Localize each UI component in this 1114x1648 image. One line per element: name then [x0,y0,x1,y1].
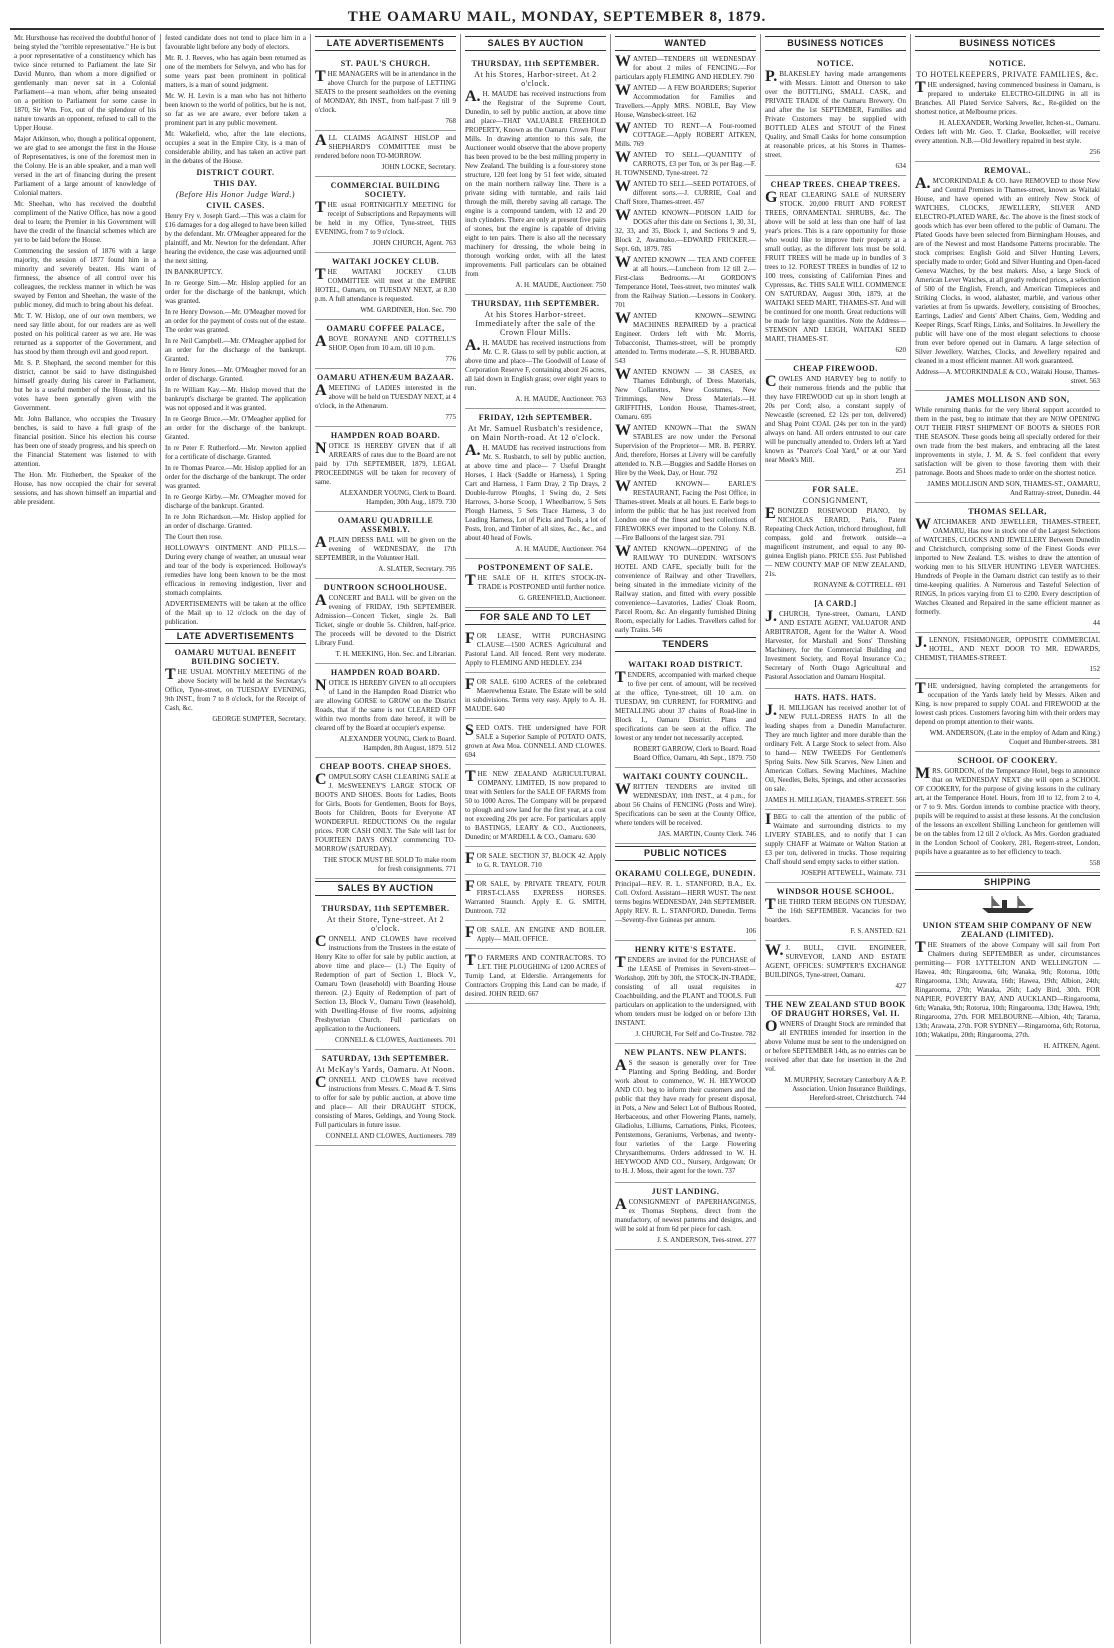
court-subtitle: THIS DAY. [213,179,258,188]
business-signature: F. S. ANSTED. 621 [850,927,906,935]
business-body: IBEG to call the attention of the public of Waimate and surrounding districts to my LIVERY STABLES, and to notify that I can supply CHAFF at Waimate or Walton Station at £3 per ton, delivered in trucks. Those requiring Chaff should send empty sacks to either station. [765,811,906,866]
ad-signature: WM. GARDINER, Hon. Sec. 790 [360,306,456,314]
business-signature: 634 [895,162,906,170]
auction-date: THURSDAY, 11th SEPTEMBER. [471,59,600,68]
court-title: DISTRICT COURT. [196,168,275,177]
postponement-ad [465,559,606,608]
late-advertisement [315,579,456,664]
wanted-ad: WANTED KNOWN—That the SWAN STABLES are now under the Personal Supervision of the Proprietor— MR. B. PERRY. And, therefore, Horses at Livery will be carefully attended to. N.B.—Buggies and Saddle Horses on Hire by the Week, Day, or Hour. 792 [615,422,756,477]
business-heading: WINDSOR HOUSE SCHOOL. [776,887,895,896]
auction-date: SATURDAY, 13th SEPTEMBER. [321,1054,450,1063]
auction-body: CONNELL AND CLOWES have received instructions from the Trustees in the estate of Henry Kite to offer for sale by public auction, at above time and place— (1.) The Equity of Redemption of part of Section 1, Block V., Oamaru Town (leasehold) with Boarding House thereon. (2.) Equity of Redemption of part of Section 13, Block V., Oamaru Town (leasehold), with Dwelling-House of five rooms, adjoining Presbyterian Church. Full particulars on application to the Auctioneers. [315,933,456,1033]
court-civil: CIVIL CASES. [206,201,265,210]
auction-place: At Mr. Samuel Rusbatch's residence, on Main North-road. At 12 o'clock. [467,424,604,442]
business-signature: RONAYNE & COTTRELL. 691 [813,581,906,589]
wanted-ad: WANTED TO SELL—SEED POTATOES, of different sorts.—J. CURRIE, Coal and Chaff Store, Thames-street. 457 [615,178,756,206]
section-band-tenders: TENDERS [615,637,756,652]
newspaper-page [10,6,1104,1644]
late-advertisement [315,758,456,879]
postponement-body: THE SALE OF H. KITE'S STOCK-IN-TRADE is POSTPONED until further notice. [465,572,606,591]
section-band-auction-2: SALES BY AUCTION [315,881,456,896]
shipping-heading: UNION STEAM SHIP COMPANY OF NEW ZEALAND (LIMITED). [922,921,1093,939]
auction-signature: A. H. MAUDE, Auctioneer. 750 [515,281,606,289]
wanted-ad: WANTED — A FEW BOARDERS; Superior Accommodation for Families and Travellers.—Apply MRS. NOBLE, Bay View House, Wansbeck-street. 162 [615,82,756,119]
court-report-paragraph: In re William Kay.—Mr. Hislop moved that the bankrupt's discharge be granted. The application was not opposed and it was granted. [165,386,306,412]
business-heading: HATS. HATS. HATS. [794,693,877,702]
ad-body: THE WAITAKI JOCKEY CLUB COMMITTEE will meet at the EMPIRE HOTEL, Oamaru, on TUESDAY NEXT, at 8.30 p.m. A full attendance is requested. [315,266,456,303]
business-heading: THOMAS SELLAR, [968,507,1047,516]
ad-body: NOTICE IS HEREBY GIVEN to all occupiers of Land in the Hampden Road District who are allowing GORSE to GROW on the District Roads, that if the same is not CLEARED OFF within two months from date hereof, it will be cleared off by the Board at occupier's expense. [315,677,456,732]
postponement-heading: POSTPONEMENT OF SALE. [477,563,594,572]
business-body: P.BLAKESLEY having made arrangements with Messrs. Lintott and Otterson to take over the BOTTLING, SMALL CASK, and PRIVATE TRADE of the Oamaru Brewery. On and after the 1st SEPTEMBER, Families and Private Customers may be supplied with BOTTLED ALES and STOUT of the Finest Quality, and Small Casks for home consumption at reasonable prices, at his Stores in Thames-street. [765,68,906,159]
business-ad-removal [915,162,1100,391]
business-signature: 152 [1089,665,1100,673]
late-advertisement [315,253,456,320]
section-band-wanted: WANTED [615,36,756,51]
business-body: J.LENNON, FISHMONGER, OPPOSITE COMMERCIAL HOTEL, AND NEXT DOOR TO MR. EDWARDS, CHEMIST, THAMES-STREET. [915,634,1100,662]
late-advertisement [315,512,456,579]
business-heading: SCHOOL OF COOKERY. [957,756,1058,765]
business-heading: CHEAP FIREWOOD. [793,364,878,373]
business-body: J.CHURCH, Tyne-street, Oamaru, LAND AND ESTATE AGENT, VALUATOR AND ARBITRATOR, Agent for the Walter A. Wood Harvester, for Marshall and Sons' Threshing Machinery, for the Commercial Building and Investment Society, and Royal Insurance Co.; Secretary of North Otago Agricultural and Pastoral Association and Oamaru Hospital. [765,608,906,681]
business-ad-coal [915,679,1100,752]
notice-ad-paperhangings [615,1183,756,1250]
wanted-ad: WANTED KNOWN— EARLE'S RESTAURANT, Facing the Post Office, in Thames-street. Meals at all hours. E. Earle begs to inform the public that he has just received from London one of the finest and best collections of FIREWORKS ever imported to the Colony. N.B.—Fire Balloons of the largest size. 791 [615,478,756,542]
sale-ad: FOR SALE. SECTION 37, BLOCK 42. Apply to G. R. TAYLOR. 710 [465,849,606,875]
section-band-shipping: SHIPPING [915,875,1100,890]
business-signature: 427 [895,982,906,990]
news-paragraph: Mr. Wakefield, who, after the late elections, occupies a seat in the Empire City, is a man of considerable ability, and has taken an active part in the debates of the House. [165,130,306,165]
business-ad-sellar [915,503,1100,633]
shipping-signature: H. AITKEN, Agent. [1043,1042,1100,1050]
court-report-paragraph: In re Peter F. Rutherford.—Mr. Newton applied for a certificate of discharge. Granted. [165,444,306,461]
court-report-paragraph: In re Thomas Pearce.—Mr. Hislop applied for an order for the discharge of the bankrupt. The order was granted. [165,464,306,490]
tender-signature: JAS. MARTIN, County Clerk. 746 [658,830,756,838]
ad-heading: WAITAKI JOCKEY CLUB. [331,257,440,266]
late-advertisement [315,664,456,758]
auction-date: THURSDAY, 11th SEPTEMBER. [321,904,450,913]
adv-signature: GEORGE SUMPTER, Secretary. [212,715,306,723]
ad-body: ALL CLAIMS AGAINST HISLOP and SHEPHARD'S COMMITTEE must be rendered before noon TO-MORROW. [315,132,456,160]
court-report-paragraph: In re Henry Dowson.—Mr. O'Meagher moved for an order for the payment of costs out of the estate. The order was granted. [165,308,306,334]
business-heading: REMOVAL. [984,166,1031,175]
ad-heading: DUNTROON SCHOOLHOUSE. [323,583,448,592]
business-heading: JAMES MOLLISON AND SON, [945,395,1070,404]
business-signature: 558 [1089,859,1100,867]
tender-signature: ROBERT GARROW, Clerk to Board. Road Board Office, Oamaru, 4th Sept., 1879. 750 [633,745,756,762]
ad-body: APLAIN DRESS BALL will be given on the evening of WEDNESDAY, the 17th SEPTEMBER, in the Volunteer Hall. [315,534,456,562]
wanted-ad: WANTED KNOWN—SEWING MACHINES REPAIRED by a practical Engineer. Orders left with Mr. Morris, Tobacconist, Thames-street, will be promptly attended to. Terms moderate.—S. R. HUBBARD. 543 [615,310,756,365]
notice-signature: J. CHURCH, For Self and Co-Trustee. 782 [635,1030,756,1038]
column-late-ads [310,34,460,1644]
auction-date: THURSDAY, 11th SEPTEMBER. [471,299,600,308]
adv-body: THE USUAL MONTHLY MEETING of the above Society will be held at the Secretary's Office, Tyne-street, on TUESDAY EVENING, 9th INST., from 7 to 8 o'clock, for the Receipt of Cash, &c. [165,666,306,712]
shipping-body: THE Steamers of the above Company will sail from Port Chalmers during SEPTEMBER as under, circumstances permitting— FOR LYTTELTON AND WELLINGTON — Hawea, 4th; Ringarooma, 6th; Wanaka, 9th; Rotorua, 10th; Ringarooma, 13th; Arawata, 16th; Hawea, 19th; Albion, 24th; Ringarooma, 27th; Wanaka, 26th; Lady Bird, 30th. FOR NAPIER, POVERTY BAY, AND AUCKLAND—Ringarooma, 6th; Wanaka, 9th; Rotorua, 10th; Ringarooma, 13th; Hawea, 19th; Ringarooma, 27th. FOR MELBOURNE—Albion, 4th; Tararua, 13th; Arawata, 27th. FOR SYDNEY—Ringarooma, 6th; Rotorua, 10th; Wakatipu, 20th; Ringarooma, 27th. [915,939,1100,1039]
section-band-business-2: BUSINESS NOTICES [915,36,1100,51]
auction-ad-saturday [315,1050,456,1146]
ad-heading: OAMARU QUADRILLE ASSEMBLY. [337,516,434,534]
auction-ad [315,900,456,1050]
business-heading: THE NEW ZEALAND STUD BOOK OF DRAUGHT HORSES, Vol. II. [765,1000,906,1018]
business-ad-cookery [915,752,1100,873]
sale-ad: FOR SALE, by PRIVATE TREATY, FOUR FIRST-CLASS EXPRESS HORSES. Warranted Staunch. Apply E. G. SMITH, Duntroon. 732 [465,877,606,921]
late-advertisement [315,177,456,253]
section-band-late-ads-2: LATE ADVERTISEMENTS [165,629,306,644]
tender-body: TENDERS, accompanied with marked cheque to five per cent. of amount, will be received at the office, Tyne-street, till 10 a.m. on TUESDAY, 9th CURRENT, for FORMING and METALLING about 37 chains of Road-line in Block I., Oamaru District. Plans and specifications can be seen at the office. The lowest or any tender not necessarily accepted. [615,669,756,742]
business-heading: NOTICE. [816,59,855,68]
business-heading: NOTICE. [988,59,1027,68]
wanted-ad: WANTED TO RENT—A Four-roomed COTTAGE.—Apply ROBERT AITKEN, Mills. 769 [615,120,756,148]
court-report-paragraph: HOLLOWAY'S OINTMENT AND PILLS.—During every change of weather, an unusual wear and tear of the body is experienced. Holloway's remedies have long been known to be the most efficacious in removing indigestion, liver and stomach complaints. [165,544,306,597]
column-news [160,34,310,1644]
ad-signature: A. SLATER, Secretary. 795 [378,565,456,573]
business-ad-school [765,883,906,941]
business-signature: H. ALEXANDER, Working Jeweller, Itchen-st., Oamaru. [939,119,1100,127]
editorial-paragraph: Mr. John Ballance, who occupies the Treasury benches, is said to have a full grasp of the financial position. Since his election his course has been one of steady progress, and his speech on the Financial Statement was listened to with attention. [14,415,156,468]
steamship-icon [978,894,1038,914]
court-report-paragraph: In re George Kirby.—Mr. O'Meagher moved for discharge of the bankrupt. Granted. [165,493,306,510]
auction-place: At their Store, Tyne-street. At 2 o'clock. [326,915,445,933]
editorial-paragraph: The Hon. Mr. Fitzherbert, the Speaker of the House, has now occupied the chair for several sessions, and has shown himself an impartial and able president. [14,471,156,506]
business-signature: 251 [895,467,906,475]
ad-heading: OAMARU ATHENÆUM BAZAAR. [317,373,454,382]
ad-heading: CHEAP BOOTS. CHEAP SHOES. [319,762,452,771]
column-editorial [10,34,160,1644]
ad-signature: JOHN CHURCH, Agent. 763 [372,239,456,247]
court-report-paragraph: In re John Richardson.—Mr. Hislop applied for an order of discharge. Granted. [165,513,306,530]
business-signature: JAMES MOLLISON AND SON, THAMES-ST., OAMARU, And Rattray-street, Dunedin. 44 [927,480,1100,497]
court-report-paragraph: IN BANKRUPTCY. [165,268,223,276]
court-report-paragraph: ADVERTISEMENTS will be taken at the office of the Mail up to 12 o'clock on the day of publication. [165,600,306,626]
ad-heading: OAMARU COFFEE PALACE, [326,324,445,333]
column-wanted [610,34,760,1644]
wanted-ad: WANTED KNOWN — TEA AND COFFEE at all hours.—Luncheon from 12 till 2.—First-class Bedrooms.—At GORDON'S Temperance Hotel, Tees-street, two minutes' walk from the Railway Station.—Lessons in Cookery. 701 [615,254,756,309]
tender-heading: WAITAKI ROAD DISTRICT. [628,660,743,669]
auction-place: At McKay's Yards, Oamaru. At Noon. [316,1065,455,1074]
notice-body: ACONSIGNMENT of PAPERHANGINGS, ex Thomas Stephens, direct from the manufactory, of newest patterns and designs, and will be sold at from 6d per piece for cash. [615,1196,756,1233]
auction-signature: CONNELL & CLOWES, Auctioneers. 701 [334,1036,456,1044]
auction-body: CONNELL AND CLOWES have received instructions from Messrs. C. Mead & T. Sims to offer for sale by public auction, at above time and place— All their DRAUGHT STOCK, consisting of Mares, Geldings, and Young Stock. Full particulars in future issue. [315,1074,456,1129]
auction-signature: A. H. MAUDE, Auctioneer. 764 [515,545,606,553]
ad-body: NOTICE IS HEREBY GIVEN that if all ARREARS of rates due to the Board are not paid by 17th SEPTEMBER, 1879, LEGAL PROCEEDINGS will be taken for recovery of same. [315,440,456,486]
section-band-business: BUSINESS NOTICES [765,36,906,51]
court-report-paragraph: In re George Sim.—Mr. Hislop applied for an order for the discharge of the bankrupt, which was granted. [165,279,306,305]
business-body: THE undersigned, having commenced business in Oamaru, is prepared to undertake ELECTRO-GILDING in all its Branches. All Plated Service Salvers, &c., Re-gilded on the shortest notice, at Melbourne prices. [915,79,1100,116]
notice-heading: HENRY KITE'S ESTATE. [634,945,737,954]
ad-heading: HAMPDEN ROAD BOARD. [330,431,441,440]
business-ad-piano [765,481,906,595]
editorial-paragraph: Mr. Hursthouse has received the doubtful honor of being styled the "terrible representative." He is but a poor representative of a constituency which has twice since returned to Parliament the late Sir David Munro, than whom a more dignified or gentlemanly man never sat in a Colonial Parliament—a man whom, after being unseated on a petition to Parliament for some cause in 1870, Sir Wm. Fox, out of the splendour of his nature towards an opponent, refused to call to the Upper House. [14,34,156,132]
sale-ad: FOR SALE. 6100 ACRES of the celebrated Maerewhenua Estate. The Estate will be sold in subdivisions. Terms very easy. Apply to A. H. MAUDE. 640 [465,675,606,719]
section-band-auction: SALES BY AUCTION [465,36,606,51]
ad-signature: T. H. MEEKING, Hon. Sec. and Librarian. [335,650,456,658]
news-paragraph: Mr. R. J. Reeves, who has again been returned as one of the members for Selwyn, and who has for some years past been prominent in political matters, is a man of sound judgment. [165,54,306,89]
ad-signature: 775 [445,413,456,421]
sale-ad: FOR LEASE, WITH PURCHASING CLAUSE—1500 ACRES Agricultural and Pastoral Land. All fenced. Rent very moderate. Apply to FLEMING AND HEDLEY. 234 [465,629,606,673]
wanted-ad: WANTED KNOWN — 38 CASES, ex Thames Edinburgh, of Dress Materials, New Collarettes, New Costumes, New Trimmings, New Dress Materials.—H. GRIFFITHS, London House, Thames-street, Oamaru. 695 [615,366,756,421]
business-ad-church [765,595,906,689]
business-ad-hats [765,689,906,810]
adv-heading: OAMARU MUTUAL BENEFIT BUILDING SOCIETY. [174,648,297,666]
business-body: W.J. BULL, CIVIL ENGINEER, SURVEYOR, LAND AND ESTATE AGENT, OFFICES: SUMPTER'S EXCHANGE BUILDINGS, Tyne-street, Oamaru. [765,942,906,979]
business-body: A.M'CORKINDALE & CO. have REMOVED to those New and Central Premises in Thames-street, known as Waitaki House, and have opened with an entirely New Stock of WATCHES, CLOCKS, JEWELLERY, SILVER AND ELECTRO-PLATED WARE, &c. The above is the finest stock of goods which has ever been offered to the public of Oamaru. The Plated Goods have been selected from Birmingham Houses, and are of the Newest and most Handsome Patterns procurable. The stock comprises: English Gold and Silver Hunting Levers, specially made to order; Gold and Silver Hunting and Open-faced Geneva Watches, by the best makers. Also, a large Stock of American Lever Watches, at all greatly reduced prices, a selection of 500 of the English, French, and American Timepieces and Striking Clocks, in wood, alabaster, marble, and various other varieties at from 5s upwards. Jewellery, consisting of Brooches, Earrings, Ladies' and Gents' Albert Chains, Gem, Wedding and Keeper Rings, Scarf Rings, Links, and Solitaires. In Jewellery the public will have one of the most elegant selections to choose from ever before opened out in Oamaru. A large selection of Silver Jewellery. Watches, Clocks, and Jewellery repaired and cleaned in a most efficient manner. All work guaranteed. [915,175,1100,365]
business-ad-mollison [915,391,1100,503]
notice-signature: J. S. ANDERSON, Tees-street. 277 [657,1236,756,1244]
ad-signature: JOHN LOCKE, Secretary. [381,163,456,171]
late-advertisement [315,369,456,427]
court-report-paragraph: In re George Bruce.—Mr. O'Meagher applied for an order for the discharge of the bankrupt. Granted. [165,415,306,441]
business-body: WATCHMAKER AND JEWELLER, THAMES-STREET, OAMARU, Has now in stock one of the Largest Selections of WATCHES, CLOCKS AND JEWELLERY Between Dunedin and Christchurch, comprising some of the Finest Goods ever imported to New Zealand. T.S. wishes to draw the attention of working men to his SILVER HUNTING LEVER WATCHES. Hundreds of People in the Oamaru district can testify as to their time-keeping qualities. A Numerous and Tasteful Selection of RINGS, In prices varying from £1 to £200. Every description of Watches Cleaned and Repaired in the same efficient manner as formerly. [915,516,1100,616]
ad-signature: ALEXANDER YOUNG, Clerk to Board. Hampden, 30th Aug., 1879. 730 [339,489,456,506]
business-body: THE undersigned, having completed the arrangements for occupation of the Yards lately held by Messrs. Aiken and King, is now prepared to supply COAL and FIREWOOD at the lowest cash prices. Customers favoring him with their orders may depend on prompt attention to their wants. [915,680,1100,726]
business-body: OWNERS of Draught Stock are reminded that all ENTRIES intended for insertion in the above Volume must be sent to the undersigned on or before SEPTEMBER 14th, as no entries can be received after that date for insertion in the 2nd vol. [765,1018,906,1073]
notice-signature: 106 [745,927,756,935]
ad-heading: COMMERCIAL BUILDING SOCIETY. [330,181,441,199]
editorial-paragraph: Commencing the session of 1876 with a large majority, the session of 1877 found him in a minority and severely beaten. His want of firmness, the absence of all control over his colleagues, the reckless manner in which he was swayed by Fenton and Sheehan, the waste of the public money, did much to bring about his defeat. [14,247,156,309]
ad-body: AMEETING of LADIES interested in the above will be held on TUESDAY NEXT, at 4 o'clock, in the Athenæum. [315,382,456,410]
notice-ad-college [615,865,756,941]
ad-body: THE MANAGERS will be in attendance in the above Church for the purpose of LETTING SEATS to the present seatholders on the evening of MONDAY, 8th INST., from half-past 7 till 9 o'clock. [315,68,456,114]
auction-body: A.H. MAUDE has received instructions from Mr. C. R. Glass to sell by public auction, at above time and place—The Goodwill of Lease of Corporation Reserve F, containing about 26 acres, all laid down in English grass; over eight years to run. [465,337,606,392]
ad-signature: 768 [445,117,456,125]
business-ad-trees [765,176,906,360]
business-subheading: TO HOTELKEEPERS, PRIVATE FAMILIES, &c. [916,70,1099,79]
tender-body: WRITTEN TENDERS are invited till WEDNESDAY, 10th INST., at 4 p.m., for about 56 Chains of FENCING (Posts and Wire). Specifications can be seen at the County Office, where tenders will be received. [615,781,756,827]
court-report-paragraph: The Court then rose. [165,533,223,541]
business-body: GREAT CLEARING SALE of NURSERY STOCK. 20,000 FRUIT AND FOREST TREES, ORNAMENTAL SHRUBS, &c. The above will be sold at less than one half of last year's prices. This is a rare opportunity for those who would like to improve their property at a small outlay, as the different lots must be sold. FRUIT TREES will be made up in bundles of 3 trees to 12. FOREST TREES in bundles of 12 to 100 trees, consisting of Californian Pines and Cypressus, &c. THIS SALE WILL COMMENCE ON SATURDAY, August 30th, 1879, at the WAITAKI SEED MART, THAMES-ST. And will be continued for one month. Great reductions will be made for large quantities. Note the Address— STEMSON AND LEIGH, WAITAKI SEED MART, THAMES-ST. [765,189,906,343]
business-signature: 256 [1089,148,1100,156]
business-signature: M. MURPHY, Secretary Canterbury A & P. Association. Union Insurance Buildings, Hereford-street, Christchurch. 744 [784,1076,906,1102]
ad-body: COMPULSORY CASH CLEARING SALE at J. McSWEENEY'S LARGE STOCK OF BOOTS AND SHOES. Boots for Ladies, Boots for Girls, Boots for Gentlemen, Boots for Boys, Boots for Children, Boots for Everyone AT WONDERFUL REDUCTIONS On the regular prices. FOR CASH ONLY. The Sale will last for FOURTEEN DAYS ONLY commencing TO-MORROW (SATURDAY). [315,771,456,853]
auction-body: A.H. MAUDE has received instructions from Mr. S. Rusbatch, to sell by public auction, at above time and place— 7 Useful Draught Horses, 1 Hack (Saddle or Harness), 1 Spring Cart and Harness, 1 Farm Dray, 2 Tip Drays, 2 Double-furrow Ploughs, 1 Swing do, 2 Sets Harrows, 3-horse Scoop, 1 Wheelbarrow, 5 Sets Plough Harness, 5 Sets Trace Harness, 3 do Leading Harness, Lot of Picks and Tools, a lot of Posts, Iron, and Timber of all sizes, &c., &c., and about 40 head of Fowls. [465,442,606,542]
business-ad-studbook [765,996,906,1108]
section-band-for-sale: FOR SALE AND TO LET [465,610,606,625]
auction-place: At his Stores, Harbor-street. At 2 o'clock. [474,70,597,88]
auction-signature: CONNELL AND CLOWES, Auctioneers. 789 [325,1132,456,1140]
business-ad-engineer [765,941,906,996]
ad-body: THE usual FORTNIGHTLY MEETING for receipt of Subscriptions and Repayments will be held in my Office, Tyne-street, THIS EVENING, from 7 to 9 o'clock. [315,199,456,236]
business-body: While returning thanks for the very liberal support accorded to them in the past, beg to intimate that they are NOW OPENING OUT THEIR FIRST SHIPMENT OF BOOTS & SHOES FOR THE SEASON. These goods being all specially ordered for their own trade from the best makers, and embracing all the latest improvements in style, J. M. & S. feel confident that every satisfaction will be given to those favoring them with their patronage. Boots and Shoes made to order on the shortest notice. [915,406,1100,477]
business-heading: [A CARD.] [814,599,857,608]
late-advertisement [315,55,456,131]
business-signature: Address—A. M'CORKINDALE & CO., Waitaki House, Thames-street. 563 [915,368,1100,385]
business-ad-gilding [915,55,1100,162]
ad-signature: ALEXANDER YOUNG, Clerk to Board. Hampden, 8th August, 1879. 512 [339,735,456,752]
notice-body: TENDERS are invited for the PURCHASE of the LEASE of Premises in Severn-street—Workshop, 20ft by 30ft, the STOCK-IN-TRADE, consisting of all usual requisites in Coachbuilding, and the PLANT and TOOLS. Full particulars on application to the undersigned, with whom tenders must be lodged on or before 13th INSTANT. [615,954,756,1027]
notice-heading: NEW PLANTS. NEW PLANTS. [624,1048,747,1057]
late-advertisement [315,427,456,512]
wanted-ad: WANTED KNOWN—POISON LAID for DOGS after this date on Sections 1, 30, 31, 32, 33, and 35, Block 1, and Sections 9 and 9, Block 2, Awamoko.—EDWARD FRICKER.—Sept. 6th, 1879. 785 [615,207,756,253]
late-advertisement [315,131,456,177]
auction-date: FRIDAY, 12th SEPTEMBER. [478,413,593,422]
business-signature: JOSEPH ATTEWELL, Waimate. 731 [801,869,906,877]
editorial-paragraph: Mr. T. W. Hislop, one of our own members, we need say little about, for our readers are as well posted on his political career as we are. He was returned as a supporter of the Government, and has stood by them through evil and good report. [14,312,156,356]
business-signature: WM. ANDERSON, (Late in the employ of Adam and King.) Coquet and Humber-streets. 381 [929,729,1100,746]
masthead: THE OAMARU MAIL, MONDAY, SEPTEMBER 8, 1879. [10,6,1104,30]
business-body: MRS. GORDON, of the Temperance Hotel, begs to announce that on WEDNESDAY NEXT she will open a SCHOOL OF COOKERY, for the purpose of giving lessons in the culinary art, at the Temperance Hotel. Hours, from 10 to 12, from 2 to 4, or 7 to 9. Mrs. Gordon intends to combine practice with theory, pupils will be required to assist at these lessons. At the conclusion of the lessons an excellent Shilling Luncheon for gentlemen will be on the tables from 12 till 2 o'clock. As Mrs. Gordon graduated in the London School of Cookery, 281, Regent-street, London, pupils have a guarantee as to her efficiency to teach. [915,765,1100,856]
auction-ad-horses [465,409,606,559]
editorial-paragraph: Mr. Sheehan, who has received the doubtful compliment of the Native Office, has now a good deal to learn; the Premier in his Government will have the credit of the financial schemes which are yet to be laid before the House. [14,200,156,244]
column-business-2 [910,34,1104,1644]
notice-heading: OKARAMU COLLEGE, DUNEDIN. [615,869,756,878]
court-report-paragraph: In re Henry Jones.—Mr. O'Meagher moved for an order of discharge. Granted. [165,366,306,383]
sale-ad: TO FARMERS AND CONTRACTORS. TO LET. THE PLOUGHING of 1200 ACRES of Turnip Land, at Elderslie. Arrangements for Contractors Cropping this Land can be made, if desired. JOHN REID. 667 [465,951,606,1004]
business-signature: 44 [1093,619,1100,627]
auction-body: A.H. MAUDE has received instructions from the Registrar of the Supreme Court, Dunedin, to sell by public auction, at above time and place—THAT VALUABLE FREEHOLD PROPERTY, Known as the Oamaru Crown Flour Mills. In drawing attention to this sale, the Auctioneer would observe that the above property has been proved to be the best milling property in New Zealand. The building is a four-storey stone structure, 120 feet long by 51 feet wide, situated on the main northern railway line. There is a private siding with turntable, and rails laid through the mill, thereby saving all cartage. The engine is a compound tandem, with 12 and 20 inch cylinders. There are only at present five pairs of stones, but the engine is capable of driving eight to ten pairs. There is also all the necessary machinery for dressing, the whole being in thorough working order, with all the latest improvements. Full particulars can be obtained from [465,88,606,278]
ad-heading: HAMPDEN ROAD BOARD. [330,668,441,677]
wanted-ad: WANTED—TENDERS till WEDNESDAY for about 2 miles of FENCING.—For particulars apply FLEMING AND HEDLEY. 790 [615,53,756,81]
late-advertisement [315,320,456,369]
business-ad-firewood [765,360,906,481]
notice-ad-plants [615,1044,756,1183]
tender-ad-road [615,656,756,768]
sale-ad: SEED OATS. THE undersigned have FOR SALE a Superior Sample of POTATO OATS, grown at Awa Moa. CONNELL AND CLOWES. 694 [465,721,606,765]
sale-ad: FOR SALE. AN ENGINE AND BOILER. Apply— MAIL OFFICE. [465,923,606,949]
ad-heading: ST. PAUL'S CHURCH. [340,59,431,68]
column-business-1 [760,34,910,1644]
news-paragraph: Mr. W. H. Levin is a man who has not hitherto been known to the world of politics, but he is not, so far as we are aware, ever before taken a prominent part in any public movement. [165,92,306,127]
business-body: Orders left with Mr. Geo. T. Clarke, Bookseller, will receive every attention. N.B.—Old Jewellery repaired in best style. [915,128,1100,145]
wanted-ad: WANTED TO SELL—QUANTITY of CARROTS, £3 per Ton, or 3s per Bag.—F. H. TOWNSEND, Tyne-street. 72 [615,149,756,177]
business-ad-brewery [765,55,906,176]
business-body: COWLES AND HARVEY beg to notify to their numerous friends and the public that they have FIREWOOD cut up in short length at 20s per Cord; also, a constant supply of Newcastle (screened, £2 12s per ton, delivered) and Shag Point COAL (24s per ton in the yard) always on hand. All orders entrusted to our care will be punctually attended to. Orders left at Yard known as "Pearce's Coal Yard," or at our Yard near Meek's Mill. [765,373,906,464]
notice-heading: JUST LANDING. [651,1187,720,1196]
sale-ad: THE NEW ZEALAND AGRICULTURAL COMPANY, LIMITED, IS now prepared to treat with Settlers for the SALE OF FARMS from 50 to 1000 Acres. The Company will be prepared to plough and sow land for the first year, at a cost not exceeding 20s per acre. For particulars apply to BASTINGS, LEARY & CO., Auctioneers, Dunedin; or M'ARDELL & CO., Oamaru. 630 [465,767,606,847]
wanted-ad: WANTED KNOWN—OPENING of the RAILWAY TO DUNEDIN. WATSON'S HOTEL AND CAFE, specially built for the convenience of Railway and other Travellers, being situated in the immediate vicinity of the Railway station, and fitted with every possible convenience—Lavatories, Ladies' Cloak Room, Parcel Room, &c. An elegantly furnished Dining Room, especially for Ladies. Travellers called for early Trains. 546 [615,543,756,634]
shipping-ad [915,917,1100,1056]
ad-body: ABOVE RONAYNE AND COTTRELL'S SHOP. Open from 10 a.m. till 10 p.m. [315,333,456,352]
auction-signature: A. H. MAUDE, Auctioneer. 763 [515,395,606,403]
editorial-paragraph: Mr. S. P. Shephard, the second member for this district, cannot be said to have distinguished himself greatly during his career in Parliament, but he is a useful member of the House, and his votes have been generally given with the Government. [14,359,156,412]
business-body: THE THIRD TERM BEGINS ON TUESDAY, the 16th SEPTEMBER. Vacancies for two boarders. [765,896,906,924]
court-report-paragraph: Henry Fry v. Joseph Gard.—This was a claim for £16 damages for a dog alleged to have been killed by the defendant. Mr. O'Meagher appeared for the plaintiff, and Mr. Newton for the defendant. After hearing the evidence, the case was adjourned until the next sitting. [165,212,306,265]
business-body: EBONIZED ROSEWOOD PIANO, by NICHOLAS ERARD, Paris, Patent Repeating Check Action, trichord throughout, full compass, gold and fretwork outside—a magnificent instrument, and equal to any 80-guinea English piano. PRICE £55. Just Published— NEW COUNTY MAP OF NEW ZEALAND, 21s. [765,505,906,578]
ad-signature: 776 [445,355,456,363]
business-signature: 620 [895,346,906,354]
postponement-signature: G. GREENFIELD, Auctioneer. [518,594,606,602]
business-subheading: CONSIGNMENT, [802,496,869,505]
court-report-paragraph: In re Neil Campbell.—Mr. O'Meagher applied for an order for the discharge of the bankrupt. Granted. [165,337,306,363]
editorial-paragraph: Major Atkinson, who, though a political opponent, we are glad to see amongst the first in the House of Representatives, is one of the foremost men in the Colony. He is an able speaker, and a man well versed in the art of financing during the present Parliament of a large amount of knowledge of Colonial matters. [14,135,156,197]
tender-ad-county [615,768,756,844]
auction-ad-mill [465,55,606,295]
auction-ad-lease [465,295,606,409]
court-judge: (Before His Honor Judge Ward.) [175,190,296,199]
business-heading: CHEAP TREES. CHEAP TREES. [770,180,901,189]
business-ad-lennon [915,633,1100,679]
ad-body: ACONCERT and BALL will be given on the evening of FRIDAY, 19th SEPTEMBER. Admission—Concert Ticket, single 2s. Ball Ticket, single or double 5s. Children, half-price. The proceeds will be devoted to the District Library Fund. [315,592,456,647]
news-paragraph: fested candidate does not tend to place him in a favourable light before any body of electors. [165,34,306,51]
auction-place: At his Stores Harbor-street. Immediately after the sale of the Crown Flour Mills. [475,310,596,337]
business-heading: FOR SALE. [812,485,859,494]
tender-heading: WAITAKI COUNTY COUNCIL. [622,772,749,781]
business-ad-stables [765,810,906,883]
ad-signature: THE STOCK MUST BE SOLD To make room for fresh consignments. 771 [323,856,456,873]
section-band-late-ads: LATE ADVERTISEMENTS [315,36,456,51]
business-signature: JAMES H. MILLIGAN, THAMES-STREET. 566 [765,796,906,804]
notice-body: Principal—REV. R. L. STANFORD, B.A., Ex. Coll. Oxford. Assistant—HERR WUST. The next terms begins WEDNESDAY, 24th SEPTEMBER. Apply REV. R. L. STANFORD, Dunedin. Terms—Seventy-five Guineas per annum. [615,880,756,924]
business-body: J.H. MILLIGAN has received another lot of NEW FULL-DRESS HATS In all the leading shapes from a Dunedin Manufacturer. They are much lighter and more durable than the ordinary Felt. A Large Stock to select from. Also to hand— NEW TWEEDS For Gentlemen's Spring Suits. New Silk Scarves, New Linen and American Collars. Sewing Machines, Machine Oil, Needles, Belts, Springs, and other accessories on sale. [765,702,906,793]
section-band-public-notices: PUBLIC NOTICES [615,846,756,861]
notice-ad-kite [615,941,756,1044]
column-auctions [460,34,610,1644]
notice-body: AS the season is generally over for Tree Planting and Spring Bedding, and Border work about to commence, W. H. HEYWOOD AND CO. beg to inform their customers and the public that they have ready for present disposal, in Pots, a New and Select Lot of Bulbous Rooted, Herbaceous, and other Flowering Plants, namely, Gladiolus, Lilliums, Carnations, Pinks, Picotees, Pentstemons, Geraniums, Verbenas, and twenty-four varieties of the Large Flowering Chrysanthemums. Orders addressed to W. H. HEYWOOD AND CO., Nursery, Ardgowan; Or to H. J. Moss, their agent for the town. 737 [615,1057,756,1175]
